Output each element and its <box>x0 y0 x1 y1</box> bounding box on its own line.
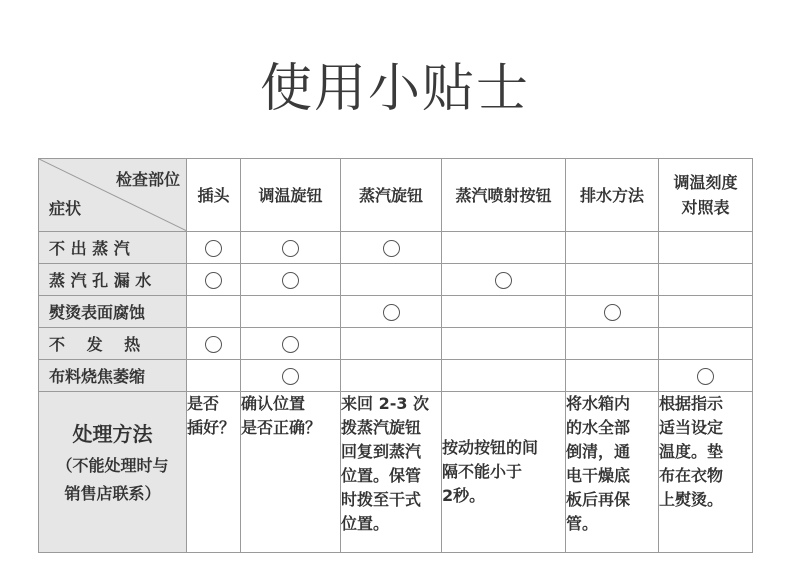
cell-drain-method <box>566 264 659 296</box>
cell-temp-chart <box>659 328 753 360</box>
method-text-line: 管。 <box>566 514 599 533</box>
method-text-line: 倒清，通 <box>566 442 631 461</box>
method-note-2: 销售店联系） <box>64 484 161 503</box>
method-steam-knob <box>341 392 442 553</box>
method-text-line: 板后再保 <box>566 490 631 509</box>
usage-tips-table <box>38 158 753 553</box>
method-text-line: 位置。保管 <box>341 466 422 485</box>
method-text-line: 来回 2-3 次 <box>341 394 430 413</box>
cell-plug <box>187 232 241 264</box>
cell-temp-knob <box>241 360 341 392</box>
symptom-label: 蒸 汽 孔 漏 水 <box>39 264 187 296</box>
check-circle-icon <box>282 272 299 289</box>
symptom-row <box>39 328 753 360</box>
col-temp-chart-line2: 对照表 <box>681 198 730 217</box>
col-steam-knob: 蒸汽旋钮 <box>341 159 442 232</box>
check-circle-icon <box>383 240 400 257</box>
symptom-label: 熨烫表面腐蚀 <box>39 296 187 328</box>
symptom-row <box>39 296 753 328</box>
cell-temp-chart <box>659 296 753 328</box>
cell-steam-button <box>442 264 566 296</box>
cell-temp-knob <box>241 264 341 296</box>
check-circle-icon <box>697 368 714 385</box>
method-temp-chart <box>659 392 753 553</box>
cell-steam-button <box>442 232 566 264</box>
method-text-line: 位置。 <box>341 514 390 533</box>
check-circle-icon <box>282 368 299 385</box>
cell-steam-button <box>442 296 566 328</box>
method-text-line: 拨蒸汽旋钮 <box>341 418 422 437</box>
check-circle-icon <box>604 304 621 321</box>
cell-drain-method <box>566 232 659 264</box>
method-plug <box>187 392 241 553</box>
method-text-line: 插好？ <box>187 418 236 437</box>
check-circle-icon <box>495 272 512 289</box>
cell-steam-knob <box>341 232 442 264</box>
method-text-line: 是否 <box>187 394 220 413</box>
check-circle-icon <box>205 272 222 289</box>
col-temp-chart-line1: 调温刻度 <box>673 173 738 192</box>
cell-steam-button <box>442 360 566 392</box>
symptom-label: 布料烧焦萎缩 <box>39 360 187 392</box>
method-note-1: （不能处理时与 <box>56 456 169 475</box>
symptom-label: 不 发 热 <box>39 328 187 360</box>
cell-drain-method <box>566 360 659 392</box>
method-text-line: 隔不能小于 <box>442 462 523 481</box>
method-text-line: 回复到蒸汽 <box>341 442 422 461</box>
cell-steam-knob <box>341 264 442 296</box>
cell-plug <box>187 264 241 296</box>
cell-steam-knob <box>341 360 442 392</box>
cell-steam-button <box>442 328 566 360</box>
cell-temp-chart <box>659 360 753 392</box>
cell-temp-knob <box>241 296 341 328</box>
header-row <box>39 159 753 232</box>
symptom-row <box>39 264 753 296</box>
method-text-line: 电干燥底 <box>566 466 631 485</box>
check-circle-icon <box>282 336 299 353</box>
method-text-line: 适当设定 <box>659 418 724 437</box>
method-text-line: 布在衣物 <box>659 466 724 485</box>
method-drain <box>566 392 659 553</box>
cell-drain-method <box>566 328 659 360</box>
method-label-cell <box>39 392 187 553</box>
cell-temp-chart <box>659 232 753 264</box>
corner-symptom: 症状 <box>49 199 82 218</box>
symptom-row <box>39 360 753 392</box>
cell-temp-chart <box>659 264 753 296</box>
cell-plug <box>187 360 241 392</box>
cell-steam-knob <box>341 296 442 328</box>
check-circle-icon <box>282 240 299 257</box>
check-circle-icon <box>383 304 400 321</box>
check-circle-icon <box>205 336 222 353</box>
method-text-line: 将水箱内 <box>566 394 631 413</box>
cell-temp-knob <box>241 328 341 360</box>
cell-plug <box>187 328 241 360</box>
method-text-line: 上熨烫。 <box>659 490 724 509</box>
method-text-line: 温度。垫 <box>659 442 724 461</box>
method-text-line: 2秒。 <box>442 486 486 505</box>
method-text-line: 按动按钮的间 <box>442 438 539 457</box>
cell-drain-method <box>566 296 659 328</box>
cell-plug <box>187 296 241 328</box>
check-circle-icon <box>205 240 222 257</box>
col-plug: 插头 <box>187 159 241 232</box>
method-row <box>39 392 753 553</box>
method-text-line: 根据指示 <box>659 394 724 413</box>
col-temp-knob: 调温旋钮 <box>241 159 341 232</box>
method-label: 处理方法 <box>72 422 153 446</box>
symptom-label: 不 出 蒸 汽 <box>39 232 187 264</box>
cell-temp-knob <box>241 232 341 264</box>
method-steam-button <box>442 392 566 553</box>
method-text-line: 是否正确？ <box>241 418 322 437</box>
method-temp-knob <box>241 392 341 553</box>
method-text-line: 的水全部 <box>566 418 631 437</box>
col-steam-button: 蒸汽喷射按钮 <box>442 159 566 232</box>
col-drain-method: 排水方法 <box>566 159 659 232</box>
corner-header <box>39 159 187 232</box>
corner-check-part: 检查部位 <box>115 170 180 189</box>
page-title: 使用小贴士 <box>259 59 530 119</box>
symptom-row <box>39 232 753 264</box>
method-text-line: 时拨至干式 <box>341 490 422 509</box>
cell-steam-knob <box>341 328 442 360</box>
method-text-line: 确认位置 <box>241 394 306 413</box>
col-temp-chart <box>659 159 753 232</box>
